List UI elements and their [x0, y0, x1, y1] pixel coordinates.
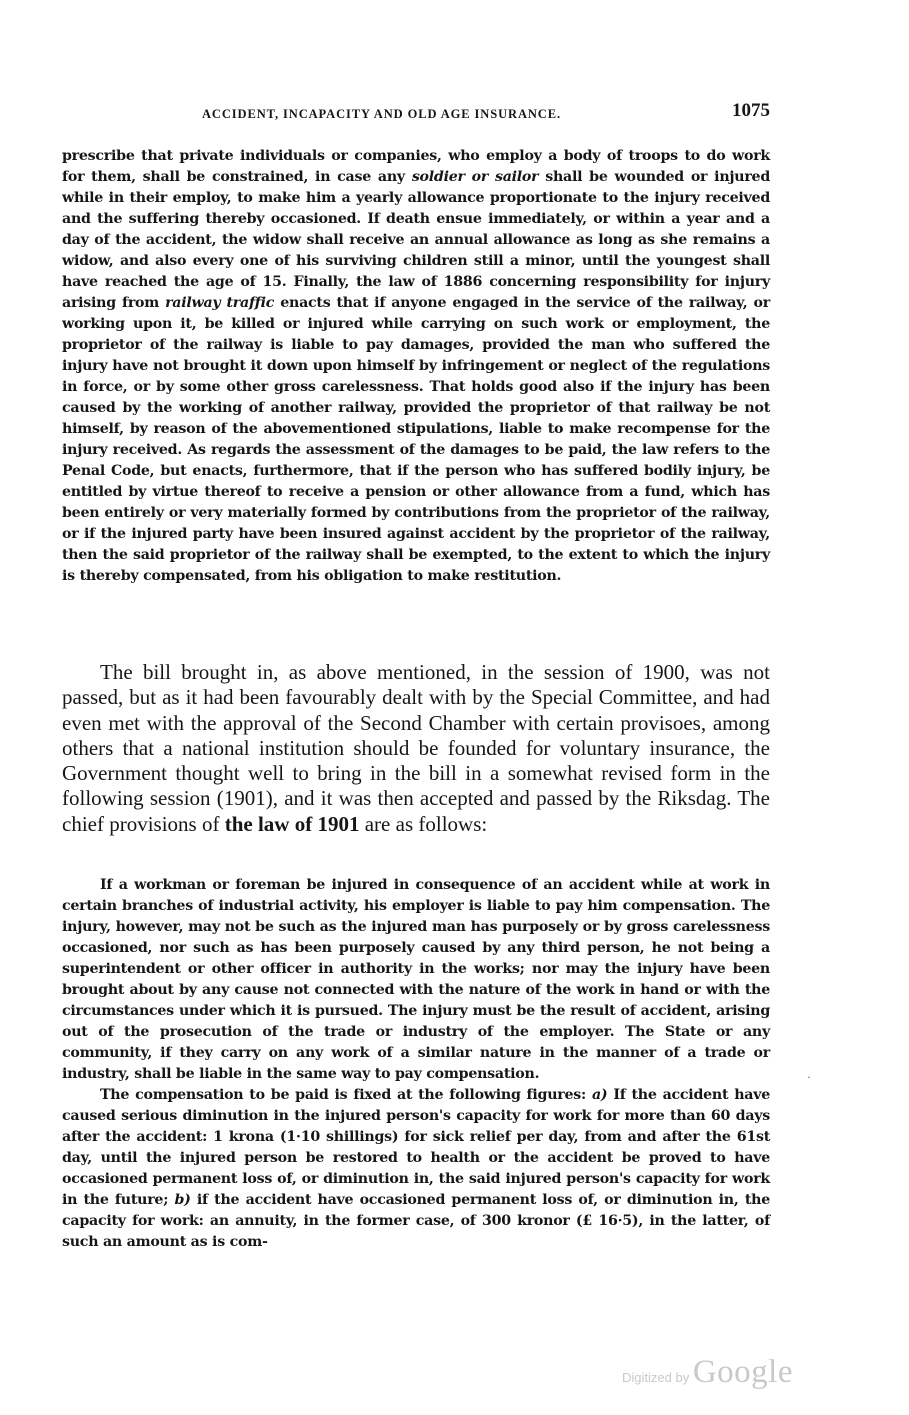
google-logo: Google — [692, 1354, 793, 1390]
paragraph-text: if the accident have occasioned permanent loss of, or diminution in, the capacity for work: an annuity, in the former case, of 300 kronor (£ 16·5), in the latter, of such an amount as is com- — [62, 1192, 770, 1250]
watermark-prefix: Digitized by — [622, 1370, 693, 1385]
paragraph-text: are as follows: — [359, 811, 488, 836]
italic-term-soldier: soldier — [411, 169, 465, 185]
law-1901-emphasis: the law of 1901 — [224, 811, 360, 836]
stray-ink-mark: ˙ — [806, 1075, 812, 1089]
clause-label-a: a) — [591, 1087, 608, 1103]
digitized-by-google-watermark — [622, 1354, 802, 1390]
paragraph-block-law-1901-provisions — [62, 875, 770, 1253]
paragraph-block-railway-law — [62, 146, 770, 587]
paragraph-text: The bill brought in, as above mentioned, in the session of 1900, was not passed, but as it had been favourably dealt with by the Special Committee, and had even met with the approval of the Second Chamber with certain provisoes, among others that a national institution should be founded for voluntary insurance, the Government thought well to bring in the bill in a somewhat revised form in the following session (1901), and it was then accepted and passed by the Riksdag. The chief provisions of — [62, 660, 770, 836]
paragraph — [62, 146, 770, 587]
italic-term-railway-traffic: railway traffic — [165, 295, 275, 311]
paragraph-bill-1900 — [62, 660, 770, 837]
running-header — [62, 100, 770, 129]
paragraph-text: The compensation to be paid is fixed at the following figures: — [100, 1087, 592, 1103]
italic-term-or: or — [464, 169, 495, 185]
paragraph-workman-injury: If a workman or foreman be injured in consequence of an accident while at work in certain branches of industrial activity, his employer is liable to pay him compensation. The injury, however, may not be such as the injured man has purposely or by gross carelessness occasioned, nor such as has been purposely caused by any third person, he not being a superintendent or other officer in authority in the works; nor may the injury have been brought about by any cause not connected with the nature of the work in hand or with the circumstances under which it is pursued. The injury must be the result of accident, arising out of the prosecution of the trade or industry of the employer. The State or any community, if they carry on any work of a similar nature in the manner of a trade or industry, shall be liable in the same way to pay compensation. — [62, 877, 770, 1082]
clause-label-b: b) — [174, 1192, 191, 1208]
paragraph-compensation — [62, 1085, 770, 1253]
page-number: 1075 — [732, 100, 770, 121]
paragraph-text: enacts that if anyone engaged in the service of the railway, or working upon it, be killed or injured while carrying on such work or employment, the proprietor of the railway is liable to pay damages, provided the man who suffered the injury have not brought it down upon himself by infringement or neglect of the regulations in force, or by some other gross carelessness. That holds good also if the injury has been caused by the working of another railway, provided the proprietor of that railway be not himself, by reason of the abovementioned stipulations, liable to make recompense for the injury received. As regards the assessment of the damages to be paid, the law refers to the Penal Code, but enacts, furthermore, that if the person who has suffered bodily injury, be entitled by virtue thereof to receive a pension or other allowance from a fund, which has been entirely or very materially formed by contributions from the proprietor of the railway, or if the injured party have been insured against accident by the proprietor of the railway, then the said proprietor of the railway shall be exempted, to the extent to which the injury is thereby compensated, from his obligation to make restitution. — [62, 295, 770, 584]
italic-term-sailor: sailor — [494, 169, 539, 185]
paragraph-text: If the accident have caused serious diminution in the injured person's capacity for work for more than 60 days after the accident: 1 krona (1·10 shillings) for sick relief per day, from and after the 61st day, until the injured person be restored to health or the accident be proved to have occasioned permanent loss of, or diminution in, the said injured person's capacity for work in the future; — [62, 1087, 770, 1208]
running-title: ACCIDENT, INCAPACITY AND OLD AGE INSURANCE. — [202, 107, 561, 121]
paragraph-text: prescribe that private individuals or companies, who employ a body of troops to do work for them, shall be constrained, in case any — [62, 148, 770, 185]
paragraph-text: shall be wounded or injured while in their employ, to make him a yearly allowance proportionate to the injury received and the suffering thereby occasioned. If death ensue immediately, or within a year and a day of the accident, the widow shall receive an annual allowance as long as she remains a widow, and also every one of his surviving children still a minor, until the youngest shall have reached the age of 15. Finally, the law of 1886 concerning responsibility for injury arising from — [62, 169, 770, 311]
